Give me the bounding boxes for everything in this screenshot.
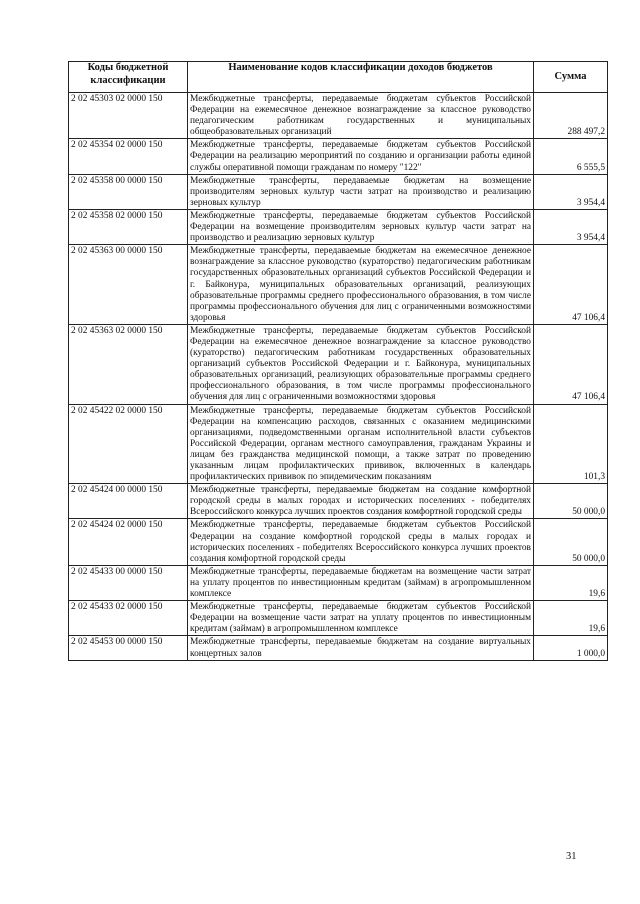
document-page	[68, 61, 607, 661]
row-code: 2 02 45363 00 0000 150	[69, 245, 188, 325]
row-sum: 1 000,0	[534, 636, 608, 660]
table-row	[69, 93, 608, 139]
row-sum: 47 106,4	[534, 324, 608, 404]
header-sum: Сумма	[534, 62, 608, 93]
row-description: Межбюджетные трансферты, передаваемые бюджетам субъектов Российской Федерации на реализацию мероприятий по созданию и организации работы единой службы оперативной помощи гражданам по номеру "122"	[188, 139, 534, 174]
row-code: 2 02 45422 02 0000 150	[69, 404, 188, 484]
table-row	[69, 565, 608, 600]
row-sum: 47 106,4	[534, 245, 608, 325]
table-row	[69, 174, 608, 209]
row-sum: 50 000,0	[534, 519, 608, 565]
row-description: Межбюджетные трансферты, передаваемые бюджетам субъектов Российской Федерации на ежемесячное денежное вознаграждение за классное руководство педагогическим работникам государственных и муниципальных общеобразовательных организаций	[188, 93, 534, 139]
table-row	[69, 484, 608, 519]
table-row	[69, 324, 608, 404]
row-code: 2 02 45453 00 0000 150	[69, 636, 188, 660]
row-description: Межбюджетные трансферты, передаваемые бюджетам на возмещение части затрат на уплату процентов по инвестиционным кредитам (займам) в агропромышленном комплексе	[188, 565, 534, 600]
row-sum: 288 497,2	[534, 93, 608, 139]
table-row	[69, 139, 608, 174]
row-description: Межбюджетные трансферты, передаваемые бюджетам на создание комфортной городской среды в малых городах и исторических поселениях - победителях Всероссийского конкурса лучших проектов создания комфортной городской среды	[188, 484, 534, 519]
table-row	[69, 519, 608, 565]
row-code: 2 02 45363 02 0000 150	[69, 324, 188, 404]
row-code: 2 02 45424 00 0000 150	[69, 484, 188, 519]
row-sum: 50 000,0	[534, 484, 608, 519]
table-row	[69, 636, 608, 660]
row-description: Межбюджетные трансферты, передаваемые бюджетам на ежемесячное денежное вознаграждение за классное руководство (кураторство) педагогическим работникам государственных образовательных организаций субъектов Российской Федерации и г. Байконура, муниципальных образовательных организаций, реализующих образовательные программы среднего профессионального образования, в том числе программы профессионального обучения для лиц с ограниченными возможностями здоровья	[188, 245, 534, 325]
row-code: 2 02 45424 02 0000 150	[69, 519, 188, 565]
row-code: 2 02 45433 02 0000 150	[69, 601, 188, 636]
row-description: Межбюджетные трансферты, передаваемые бюджетам субъектов Российской Федерации на возмещение части затрат на уплату процентов по инвестиционным кредитам (займам) в агропромышленном комплексе	[188, 601, 534, 636]
row-sum: 6 555,5	[534, 139, 608, 174]
row-code: 2 02 45358 00 0000 150	[69, 174, 188, 209]
table-row	[69, 404, 608, 484]
row-code: 2 02 45303 02 0000 150	[69, 93, 188, 139]
row-description: Межбюджетные трансферты, передаваемые бюджетам субъектов Российской Федерации на ежемесячное денежное вознаграждение за классное руководство (кураторство) педагогическим работникам государственных образовательных организаций субъектов Российской Федерации и г. Байконура, муниципальных образовательных организаций, реализующих образовательные программы среднего профессионального образования, в том числе программы профессионального обучения для лиц с ограниченными возможностями здоровья	[188, 324, 534, 404]
row-sum: 19,6	[534, 565, 608, 600]
row-sum: 101,3	[534, 404, 608, 484]
table-row	[69, 601, 608, 636]
table-row	[69, 245, 608, 325]
row-sum: 19,6	[534, 601, 608, 636]
table-row	[69, 209, 608, 244]
header-name: Наименование кодов классификации доходов бюджетов	[188, 62, 534, 93]
header-code: Коды бюджетной классификации	[69, 62, 188, 93]
revenue-classification-table	[68, 61, 608, 661]
table-header-row	[69, 62, 608, 93]
row-description: Межбюджетные трансферты, передаваемые бюджетам субъектов Российской Федерации на возмещение производителям зерновых культур части затрат на производство и реализацию зерновых культур	[188, 209, 534, 244]
row-description: Межбюджетные трансферты, передаваемые бюджетам на создание виртуальных концертных залов	[188, 636, 534, 660]
page-number: 31	[566, 851, 577, 862]
row-description: Межбюджетные трансферты, передаваемые бюджетам субъектов Российской Федерации на создание комфортной городской среды в малых городах и исторических поселениях - победителях Всероссийского конкурса лучших проектов создания комфортной городской среды	[188, 519, 534, 565]
row-sum: 3 954,4	[534, 174, 608, 209]
row-description: Межбюджетные трансферты, передаваемые бюджетам на возмещение производителям зерновых культур части затрат на производство и реализацию зерновых культур	[188, 174, 534, 209]
row-code: 2 02 45358 02 0000 150	[69, 209, 188, 244]
row-code: 2 02 45433 00 0000 150	[69, 565, 188, 600]
row-code: 2 02 45354 02 0000 150	[69, 139, 188, 174]
row-description: Межбюджетные трансферты, передаваемые бюджетам субъектов Российской Федерации на компенсацию расходов, связанных с оказанием медицинскими организациями, подведомственными органам исполнительной власти субъектов Российской Федерации, органам местного самоуправления, гражданам Украины и лицам без гражданства медицинской помощи, а также затрат по проведению указанным лицам профилактических прививок, включенных в календарь профилактических прививок по эпидемическим показаниям	[188, 404, 534, 484]
row-sum: 3 954,4	[534, 209, 608, 244]
